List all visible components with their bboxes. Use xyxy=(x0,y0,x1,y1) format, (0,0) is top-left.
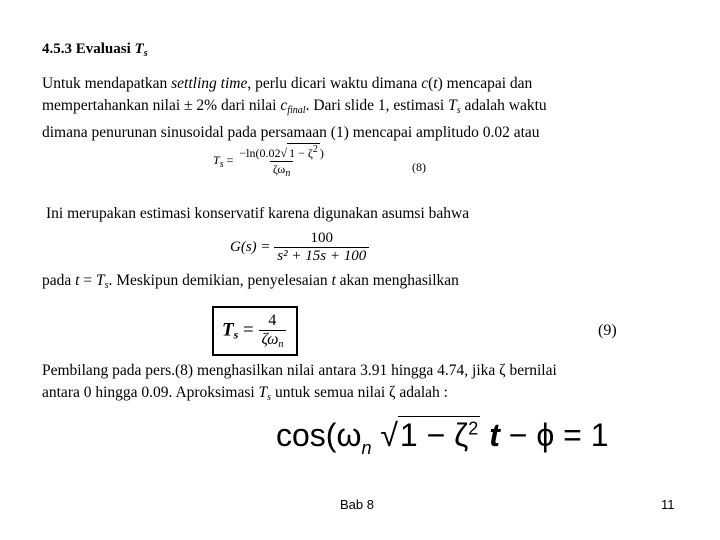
equation-8: $T_s$ = $\frac{-\ln(0.02√ 1 - \zeta^2 )}{\zeta\omega_n}$ xyxy=(213,144,324,179)
section-heading: 4.5.3 Evaluasi $T_s$ xyxy=(42,41,148,59)
page-number: 11 xyxy=(661,497,675,512)
footer-chapter: Bab 8 xyxy=(340,497,374,512)
equation-cos: $\cos(\omega_n$ $√1 - \zeta^2$ t − ϕ = 1 xyxy=(276,417,609,458)
intro-paragraph: Untuk mendapatkan settling time, perlu dicari waktu dimana c(t) mencapai dan mempertahankan nilai ± 2% dari nilai $c_{final}$. Dari slide 1, estimasi $T_s$ adalah waktu dimana penurunan sinusoidal pada persamaan (1) mencapai amplitudo 0.02 atau xyxy=(42,75,547,141)
equation-8-tag: (8) xyxy=(412,160,426,174)
equation-9-tag: (9) xyxy=(598,322,617,339)
solution-paragraph: pada $t = T_s$. Meskipun demikian, penyelesaian t akan menghasilkan xyxy=(42,272,459,291)
equation-transfer-function: G(s) = $\frac{100}{\text{s² + 15s + 100}}$ xyxy=(230,230,369,265)
equation-9-box: $T_s$ = $\frac{4}{\zeta\omega_n}$ xyxy=(212,306,298,356)
assumption-paragraph: Ini merupakan estimasi konservatif karena digunakan asumsi bahwa xyxy=(46,205,470,222)
approximation-paragraph: Pembilang pada pers.(8) menghasilkan nilai antara 3.91 hingga 4.74, jika ζ bernilai antara 0 hingga 0.09. Aproksimasi $T_s$ untuk semua nilai ζ adalah : xyxy=(42,362,557,403)
